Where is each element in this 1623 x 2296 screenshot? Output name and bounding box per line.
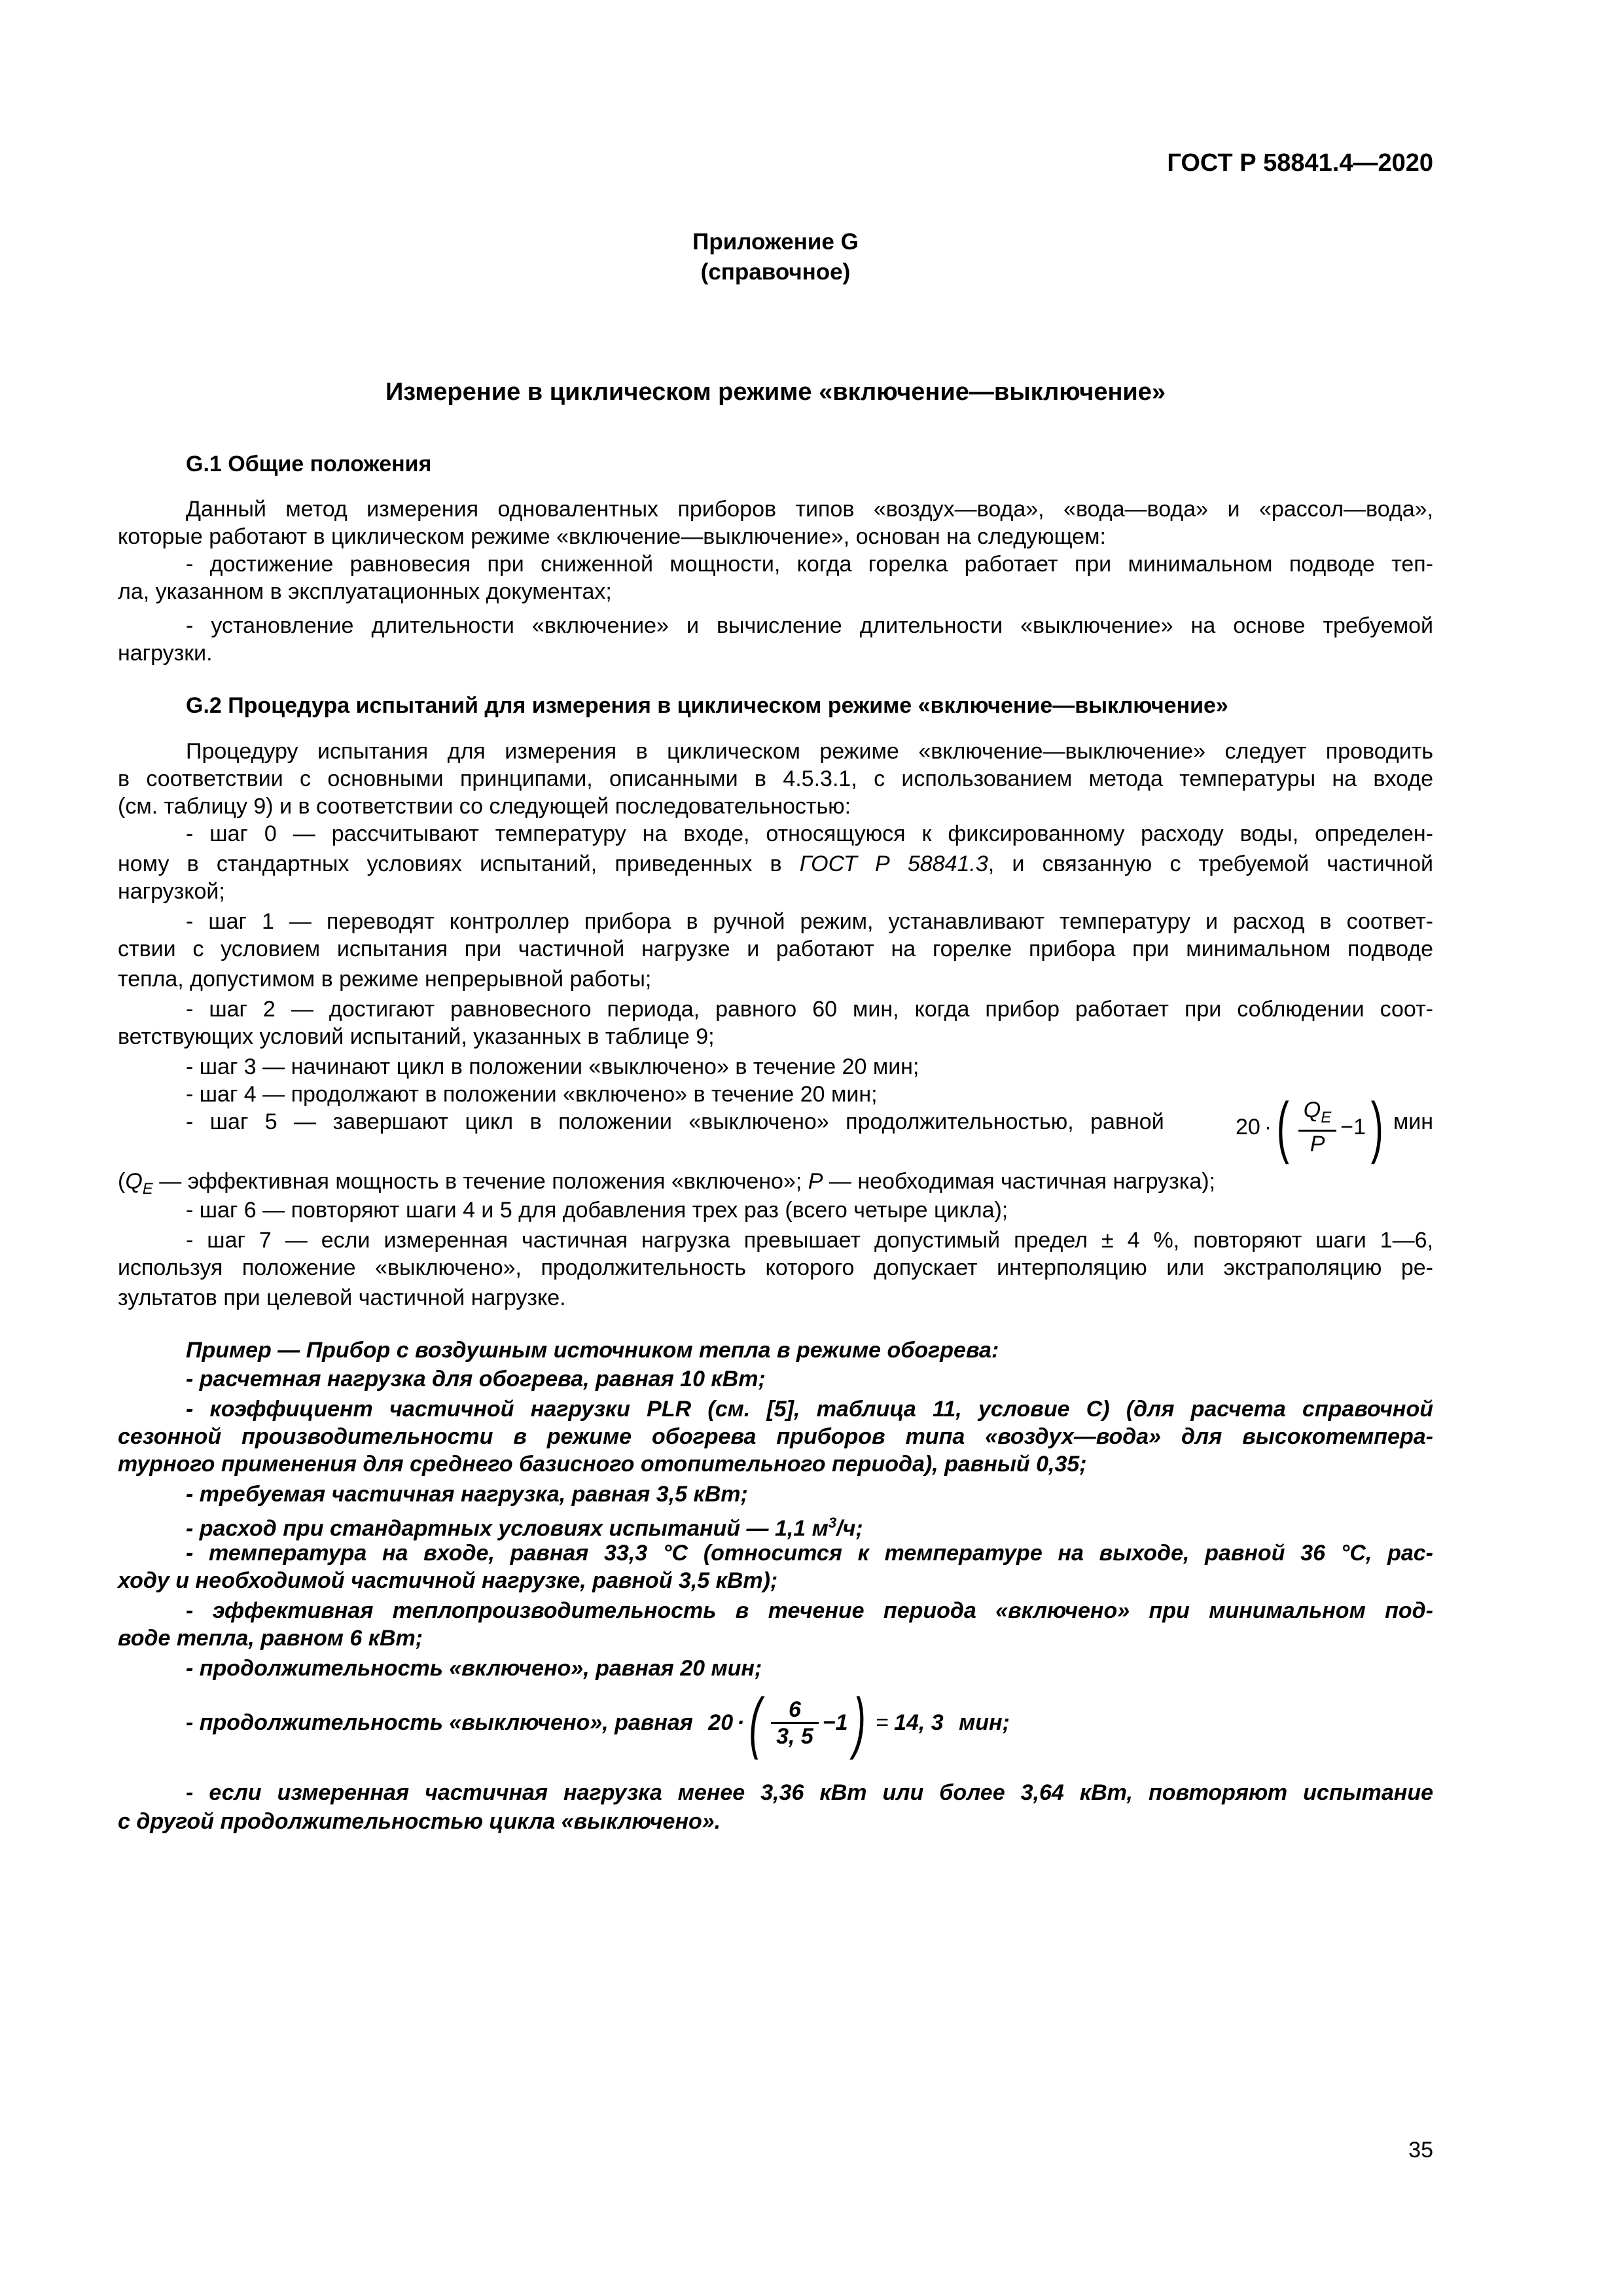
example-formula-result: 14, 3 — [894, 1710, 944, 1735]
example-line-9: - эффективная теплопроизводительность в течение периода «включено» при минимальном под- — [186, 1598, 1433, 1623]
g2-step5-text: - шаг 5 — завершают цикл в положении «выключено» продолжительностью, равной — [186, 1109, 1164, 1134]
example-line-1: - расчетная нагрузка для обогрева, равная 10 кВт; — [186, 1367, 766, 1391]
g2-line-step6: - шаг 6 — повторяют шаги 4 и 5 для добавления трех раз (всего четыре цикла); — [186, 1198, 1008, 1223]
g2-line-1: Процедуру испытания для измерения в циклическом режиме «включение—выключение» следует проводить — [186, 739, 1433, 764]
g2-heading: G.2 Процедура испытаний для измерения в циклическом режиме «включение—выключение» — [186, 693, 1228, 718]
g2-line-13: - шаг 4 — продолжают в положении «включено» в течение 20 мин; — [186, 1082, 878, 1107]
g2-line-qe: ($Q_E$ — эффективная мощность в течение положения «включено»; P — необходимая частичная нагрузка); — [118, 1169, 1215, 1198]
g1-line-3: - достижение равновесия при сниженной мощности, когда горелка работает при минимальном подводе теп- — [186, 552, 1433, 577]
g2-line-5-b: , и связанную с требуемой частичной — [988, 852, 1433, 876]
formula-coef: 20 — [1236, 1115, 1260, 1139]
example-line-7: - температура на входе, равная 33,3 °C (относится к температуре на выходе, равной 36 °C, рас- — [186, 1541, 1433, 1566]
example-line-4: турного применения для среднего базисного отопительного периода), равный 0,35; — [118, 1452, 1087, 1477]
example-paren-open: ( — [749, 1685, 762, 1761]
g2-line-5-a: ному в стандартных условиях испытаний, приведенных в — [118, 852, 800, 876]
g2-line-8: ствии с условием испытания при частичной нагрузке и работают на горелке прибора при минимальном подводе — [118, 937, 1433, 961]
g2-line-7: - шаг 1 — переводят контроллер прибора в ручной режим, устанавливают температуру и расход в соответ- — [186, 909, 1433, 934]
g1-line-6: нагрузки. — [118, 641, 213, 666]
g2-line-step7: - шаг 7 — если измеренная частичная нагрузка превышает допустимый предел ± 4 %, повторяют шаги 1—6, — [186, 1228, 1433, 1253]
g1-line-2: которые работают в циклическом режиме «включение—выключение», основан на следующем: — [118, 524, 1106, 549]
document-id: ГОСТ Р 58841.4—2020 — [1167, 149, 1433, 177]
example-line-12: - если измеренная частичная нагрузка менее 3,36 кВт или более 3,64 кВт, повторяют испытание — [186, 1780, 1433, 1805]
g1-line-5: - установление длительности «включение» и вычисление длительности «выключение» на основе требуемой — [186, 613, 1433, 638]
example-line-2: - коэффициент частичной нагрузки PLR (см. [5], таблица 11, условие C) (для расчета справочной — [186, 1397, 1433, 1422]
example-formula-fraction: $\frac{6}{3, 5}$ — [771, 1697, 819, 1749]
g2-line-6: нагрузкой; — [118, 879, 225, 904]
g1-line-1: Данный метод измерения одновалентных приборов типов «воздух—вода», «вода—вода» и «рассол—вода», — [186, 497, 1433, 522]
example-heading: Пример — Прибор с воздушным источником тепла в режиме обогрева: — [186, 1338, 999, 1363]
section-title: Измерение в циклическом режиме «включение—выключение» — [385, 378, 1166, 406]
example-paren-close: ) — [853, 1685, 866, 1761]
example-line-5: - требуемая частичная нагрузка, равная 3,5 кВт; — [186, 1482, 748, 1507]
g2-line-step7c: зультатов при целевой частичной нагрузке. — [118, 1285, 566, 1310]
formula-fraction: $\frac{Q_E}{P}$ — [1298, 1098, 1336, 1157]
appendix-subtitle: (справочное) — [700, 259, 851, 285]
example-line-8: ходу и необходимой частичной нагрузке, равной 3,5 кВт); — [118, 1568, 778, 1593]
example-line-3: сезонной производительности в режиме обогрева приборов типа «воздух—вода» для высокотемпера- — [118, 1424, 1433, 1449]
example-line-10: воде тепла, равном 6 кВт; — [118, 1626, 423, 1651]
example-formula-coef: 20 — [708, 1710, 734, 1735]
formula-paren-close: ) — [1370, 1089, 1383, 1165]
g2-line-4: - шаг 0 — рассчитывают температуру на входе, относящуюся к фиксированному расходу воды, определен- — [186, 821, 1433, 846]
g2-line-9: тепла, допустимом в режиме непрерывной работы; — [118, 967, 652, 992]
g2-line-5 — [118, 850, 1433, 878]
step5-unit: мин — [1393, 1109, 1433, 1134]
g2-line-step7b: используя положение «выключено», продолжительность которого допускает интерполяцию или экстраполяцию ре- — [118, 1255, 1433, 1280]
example-line-11: - продолжительность «включено», равная 20 мин; — [186, 1656, 762, 1681]
g2-line-10: - шаг 2 — достигают равновесного периода, равного 60 мин, когда прибор работает при соблюдении соот- — [186, 997, 1433, 1022]
g2-line-11: ветствующих условий испытаний, указанных в таблице 9; — [118, 1024, 715, 1049]
g2-line-12: - шаг 3 — начинают цикл в положении «выключено» в течение 20 мин; — [186, 1054, 919, 1079]
g2-line-2: в соответствии с основными принципами, описанными в 4.5.3.1, с использованием метода температуры на входе — [118, 766, 1433, 791]
page-number: 35 — [1408, 2138, 1433, 2162]
g2-line-3: (см. таблицу 9) и в соответствии со следующей последовательностью: — [118, 794, 851, 819]
appendix-title: Приложение G — [692, 229, 859, 255]
example-line-13: с другой продолжительностью цикла «выключено». — [118, 1809, 721, 1834]
formula-paren-open: ( — [1276, 1089, 1290, 1165]
example-formula-line: - продолжительность «выключено», равная 20 ·( $\frac{6}{3, 5}$ −1) = 14, 3 мин; — [186, 1685, 1010, 1761]
g1-line-4: ла, указанном в эксплуатационных документах; — [118, 579, 612, 604]
step5-formula: 20 ·( $\frac{Q_E}{P}$ −1) — [1236, 1089, 1383, 1165]
g1-heading: G.1 Общие положения — [186, 452, 432, 476]
example-line-6: - расход при стандартных условиях испытаний — 1,1 $м^3/ч$; — [186, 1515, 863, 1541]
gost-reference-link[interactable]: ГОСТ Р 58841.3 — [799, 852, 988, 876]
